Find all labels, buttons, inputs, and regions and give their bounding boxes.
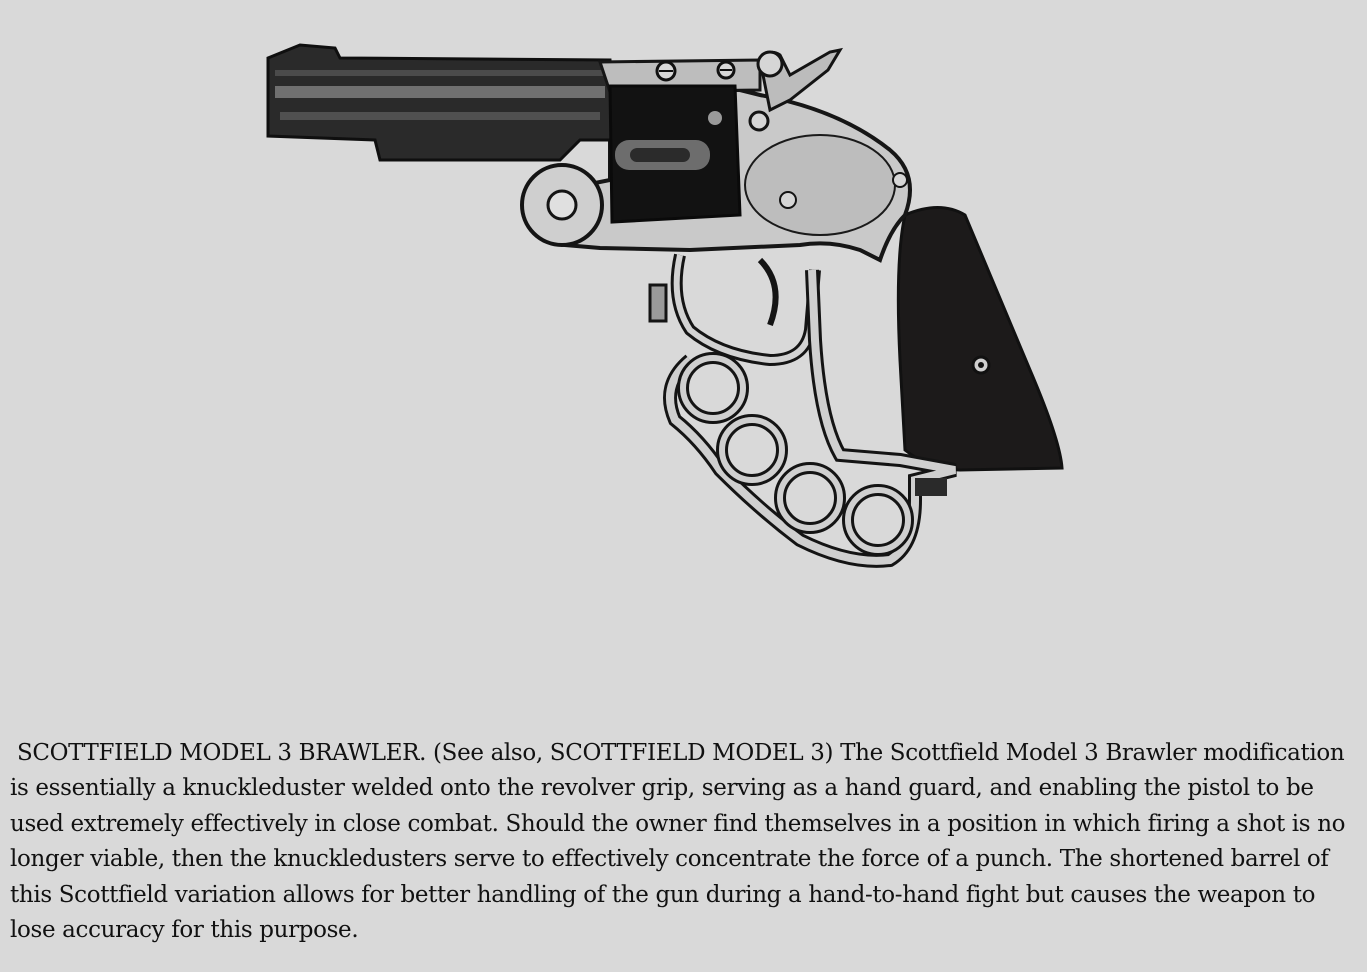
weapon-description: SCOTTFIELD MODEL 3 BRAWLER. (See also, SCOTTFIELD MODEL 3) The Scottfield Model 3 Brawler modification is essentially a knuckleduster welded onto the revolver grip, serving as a hand guard, and enabling the pistol to be used extremely effectively in close combat. Should the owner find themselves in a position in which firing a shot is no longer viable, then the knuckledusters serve to effectively concentrate the force of a punch. The shortened barrel of this Scottfield variation allows for better handling of the gun during a hand-to-hand fight but causes the weapon to lose accuracy for this purpose.	[10, 740, 1353, 944]
trigger	[760, 260, 776, 325]
trigger-guard	[677, 255, 815, 360]
barrel	[268, 45, 615, 160]
grip-panel	[898, 208, 1062, 471]
side-plate	[745, 135, 895, 235]
barrel-highlight	[275, 86, 605, 98]
